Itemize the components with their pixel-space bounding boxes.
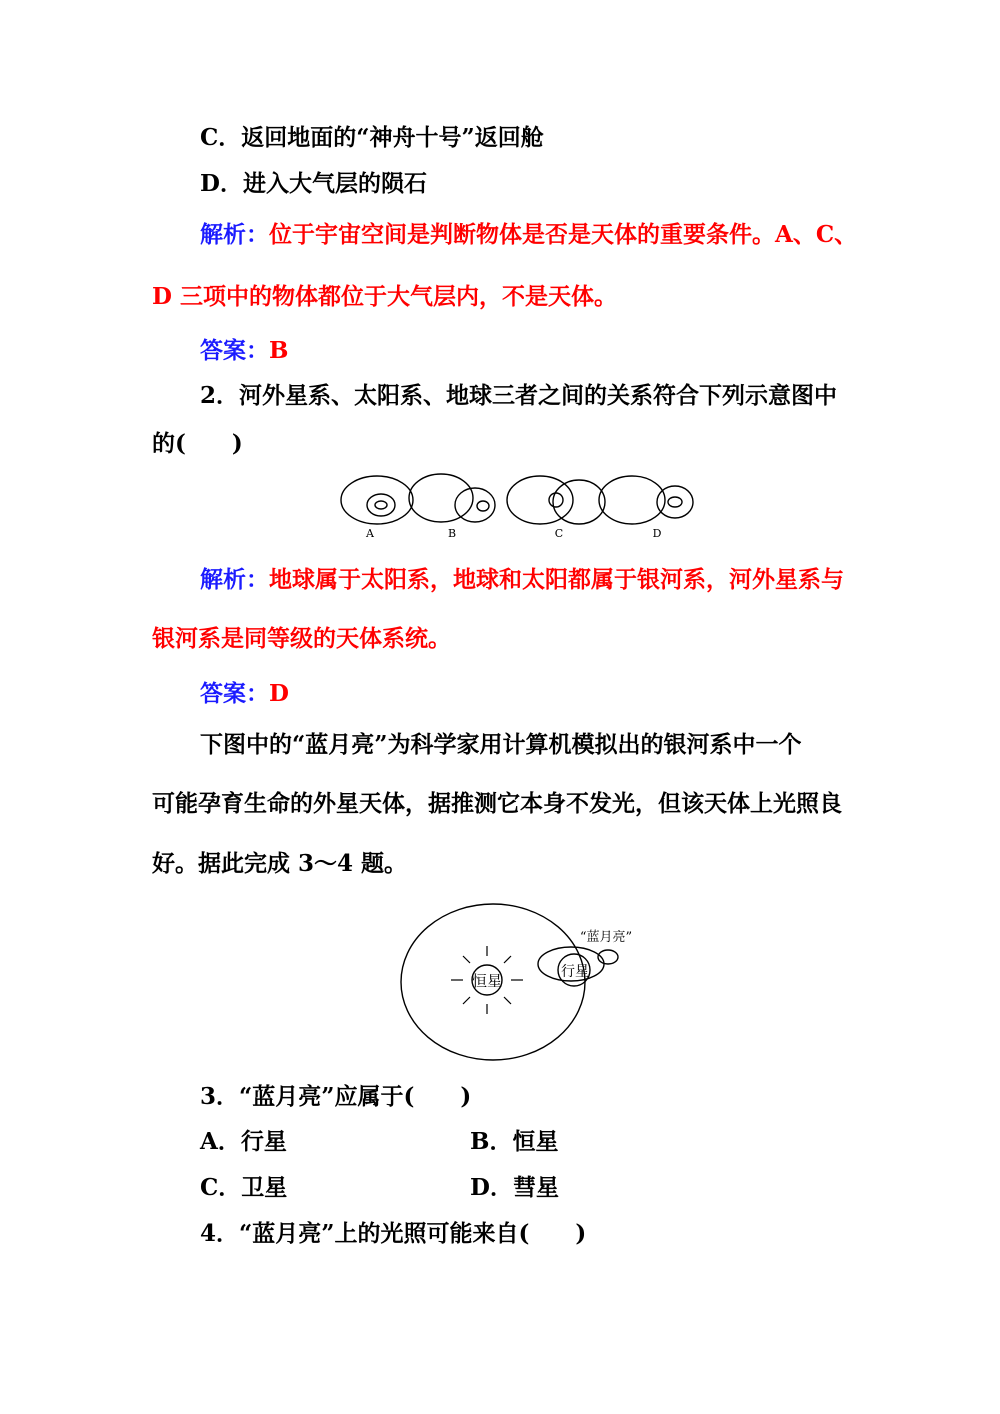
star-label: 恒星	[471, 972, 503, 990]
analysis-label: 解析：	[200, 221, 269, 248]
planet-label: 行星	[561, 964, 589, 980]
passage-line3: 好。据此完成 3～4 题。	[152, 850, 408, 877]
analysis-text: 位于宇宙空间是判断物体是否是天体的重要条件。A、C、	[269, 221, 858, 248]
diagram-b-left-circle	[409, 474, 473, 522]
diagram-b-inner-circle	[477, 501, 489, 511]
diagram-a-middle-circle	[367, 494, 395, 516]
q1-analysis-line2: D 三项中的物体都位于大气层内，不是天体。	[152, 283, 617, 310]
q3-option-d: D．彗星	[470, 1174, 559, 1201]
diagram-c-right-circle	[553, 480, 605, 524]
q1-analysis-line1	[200, 223, 857, 246]
passage-line1: 下图中的“蓝月亮”为科学家用计算机模拟出的银河系中一个	[200, 731, 802, 758]
diagram-a-inner-circle	[375, 501, 387, 509]
q3-stem: 3．“蓝月亮”应属于( )	[200, 1083, 472, 1110]
diagram-a-outer-circle	[341, 476, 413, 524]
q2-circle-diagram	[335, 470, 705, 545]
blue-moon-orbit-diagram	[395, 900, 665, 1065]
q2-answer	[200, 682, 289, 705]
diagram-d-right-circle	[657, 486, 693, 518]
diagram-d-left-circle	[599, 476, 665, 524]
q3-option-c: C．卫星	[200, 1174, 288, 1201]
analysis-label: 解析：	[200, 566, 269, 593]
diagram-d-inner-circle	[668, 497, 682, 507]
q4-stem: 4．“蓝月亮”上的光照可能来自( )	[200, 1220, 587, 1247]
answer-value: B	[269, 337, 289, 364]
diagram-label-b: B	[447, 527, 457, 540]
q2-stem-line2: 的( )	[152, 430, 243, 457]
diagram-c-small-circle	[549, 493, 563, 507]
answer-label: 答案：	[200, 680, 269, 707]
diagram-label-a: A	[366, 527, 374, 540]
q2-analysis-line2: 银河系是同等级的天体系统。	[152, 625, 451, 652]
diagram-label-d: D	[652, 527, 662, 540]
q2-stem-line1: 2．河外星系、太阳系、地球三者之间的关系符合下列示意图中	[200, 382, 838, 409]
passage-line2: 可能孕育生命的外星天体，据推测它本身不发光，但该天体上光照良	[152, 790, 842, 817]
answer-label: 答案：	[200, 337, 269, 364]
blue-moon-label: “蓝月亮”	[579, 930, 633, 945]
q2-analysis-line1	[200, 568, 844, 591]
q1-answer	[200, 339, 288, 362]
answer-value: D	[269, 680, 289, 707]
q3-option-b: B．恒星	[470, 1128, 559, 1155]
q3-option-a: A．行星	[200, 1128, 287, 1155]
diagram-label-c: C	[554, 527, 564, 540]
q1-option-d: D．进入大气层的陨石	[200, 170, 427, 197]
q1-option-c: C．返回地面的“神舟十号”返回舱	[200, 124, 544, 151]
analysis-text: 地球属于太阳系，地球和太阳都属于银河系，河外星系与	[269, 566, 844, 593]
